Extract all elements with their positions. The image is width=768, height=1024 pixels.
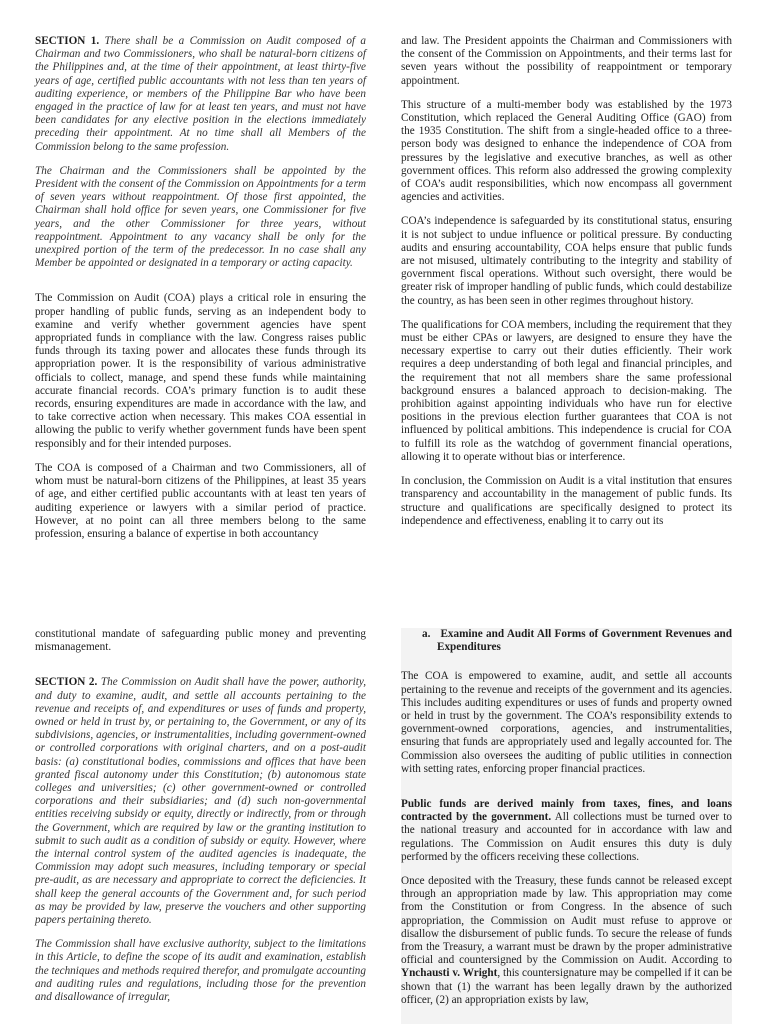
bold-lead-sentence: Public funds are derived mainly from taxes, fines, and loans contracted by the government.	[401, 798, 732, 824]
body-paragraph: The Commission on Audit (COA) plays a critical role in ensuring the proper handling of public funds, serving as an independent body to examine and verify whether government agencies have spent appropriated funds in compliance with the law. Congress raises public funds through its taxing power and allocates these funds through its appropriation power. It is the responsibility of various administrative officials to collect, manage, and spend these funds while maintaining accurate financial records. COA’s primary function is to audit these records, ensuring expenditures are made in accordance with the law, and to take corrective action when necessary. This makes COA essential in allowing the public to verify whether government funds have been spent responsibly and for their intended purposes.	[35, 292, 366, 450]
section-1-paragraph-2: The Chairman and the Commissioners shall be appointed by the President with the consent of the Commission on Appointments for a term of seven years without reappointment. Of those first appointed, the Chairman shall hold office for seven years, one Commissioner for five years, and the other Commissioner for three years, without reappointment. Appointment to any vacancy shall be only for the unexpired portion of the term of the predecessor. In no case shall any Member be appointed or designated in a temporary or acting capacity.	[35, 164, 366, 270]
section-2-paragraph	[35, 676, 366, 927]
body-paragraph: The COA is empowered to examine, audit, and settle all accounts pertaining to the revenue and receipts of the government and its agencies. This includes auditing expenditures or uses of funds and property owned or held in trust by the government. The COA’s responsibility extends to government-owned corporations, agencies, and instrumentalities, ensuring that funds are appropriately used and legally accounted for. The Commission also oversees the auditing of public utilities in connection with setting rates, enforcing proper financial practices.	[401, 670, 732, 775]
column-2	[401, 35, 732, 539]
section-2-paragraph-2: The Commission shall have exclusive authority, subject to the limitations in this Article, to define the scope of its audit and examination, establish the techniques and methods required therefor, and promulgate accounting and auditing rules and regulations, including those for the prevention and disallowance of irregular,	[35, 938, 366, 1004]
body-paragraph: This structure of a multi-member body was established by the 1973 Constitution, which replaced the General Auditing Office (GAO) from the 1935 Constitution. The shift from a single-headed office to a three-person body was designed to enhance the independence of COA from pressures by the legislative and executive branches, as well as other government offices. This reform also addressed the growing complexity of COA’s audit responsibilities, which now encompass all government agencies and activities.	[401, 98, 732, 204]
column-1	[35, 35, 366, 552]
body-paragraph: The qualifications for COA members, including the requirement that they must be either CPAs or lawyers, are designed to ensure they have the necessary expertise to carry out their duties efficiently. Their work requires a deep understanding of both legal and financial principles, and the requirement that not all members share the same professional background ensures a balanced approach to decision-making. The prohibition against appointing individuals who have run for elective positions in the previous election further guarantees that COA is not influenced by political ambitions. This independence is crucial for COA to fulfill its role as the watchdog of government financial operations, allowing it to operate without bias or interference.	[401, 318, 732, 463]
body-paragraph: and law. The President appoints the Chairman and Commissioners with the consent of the Commission on Appointments, and their terms last for seven years without the possibility of reappointment or temporary appointment.	[401, 35, 732, 87]
heading-text: Examine and Audit All Forms of Government Revenues and Expenditures	[437, 628, 732, 654]
section-2-text: The Commission on Audit shall have the power, authority, and duty to examine, audit, and settle all accounts pertaining to the revenue and receipts of, and expenditures or uses of funds and property, owned or held in trust by, or pertaining to, the Government, or any of its subdivisions, agencies, or instrumentalities, including government-owned or controlled corporations with original charters, and on a post-audit basis: (a) constitutional bodies, commissions and offices that have been granted fiscal autonomy under this Constitution; (b) autonomous state colleges and universities; (c) other government-owned or controlled corporations and their subsidiaries; and (d) such non-governmental entities receiving subsidy or equity, directly or indirectly, from or through the Government, which are required by law or the granting institution to submit to such audit as a condition of subsidy or equity. However, where the internal control system of the audited agencies is inadequate, the Commission may adopt such measures, including temporary or special pre-audit, as are necessary and appropriate to correct the deficiencies. It shall keep the general accounts of the Government and, for such period as may be provided by law, preserve the vouchers and other supporting papers pertaining thereto.	[35, 676, 366, 927]
paragraph-rest: All collections must be turned over to the national treasury and accounted for in accordance with law and regulations. The Commission on Audit ensures this duty is duly performed by the officers receiving these collections.	[401, 811, 733, 863]
body-paragraph: In conclusion, the Commission on Audit is a vital institution that ensures transparency and accountability in the management of public funds. Its structure and qualifications are specifically designed to protect its independence and effectiveness, enabling it to carry out its	[401, 475, 732, 527]
body-paragraph: The COA is composed of a Chairman and two Commissioners, all of whom must be natural-born citizens of the Philippines, at least 35 years of age, and either certified public accountants with at least ten years of auditing experience or lawyers with a similar period of practice. However, at no point can all three members belong to the same profession, ensuring a balance of expertise in both accountancy	[35, 461, 366, 540]
subsection-heading	[422, 628, 732, 654]
case-citation: Ynchausti v. Wright	[401, 967, 498, 980]
body-paragraph: COA’s independence is safeguarded by its constitutional status, ensuring it is not subject to undue influence or political pressure. By conducting audits and ensuring accountability, COA helps ensure that public funds are not misused, ultimately contributing to the integrity and stability of government fiscal operations. Without such oversight, there would be greater risk of improper handling of public funds, which could destabilize the country, as has been seen in other regimes throughout history.	[401, 215, 732, 307]
body-paragraph	[401, 798, 732, 864]
heading-marker: a.	[422, 628, 431, 640]
body-paragraph: constitutional mandate of safeguarding public money and preventing mismanagement.	[35, 628, 366, 654]
body-paragraph	[401, 875, 732, 1007]
paragraph-part-a: Once deposited with the Treasury, these funds cannot be released except through an appropriation made by law. This appropriation may come from the Constitution or from Congress. In the absence of such appropriation, the Commission on Audit must refuse to approve or disallow the disbursement of public funds. To secure the release of funds from the Treasury, a warrant must be drawn by the proper administrative official and countersigned by the Commission on Audit. According to	[401, 875, 732, 967]
column-3	[35, 628, 366, 1015]
section-1-text: There shall be a Commission on Audit composed of a Chairman and two Commissioners, who shall be natural-born citizens of the Philippines and, at the time of their appointment, at least thirty-five years of age, certified public accountants with not less than ten years of auditing experience, or members of the Philippine Bar who have been engaged in the practice of law for at least ten years, and must not have been candidates for any elective position in the elections immediately preceding their appointment. At no time shall all Members of the Commission belong to the same profession.	[35, 35, 366, 153]
section-1-paragraph	[35, 35, 366, 154]
paragraph-part-b: , this countersignature may be compelled if it can be shown that (1) the warrant has been legally drawn by the authorized officer, (2) an appropriation exists by law,	[401, 967, 732, 1006]
section-1-label: SECTION 1.	[35, 35, 100, 47]
section-2-label: SECTION 2.	[35, 676, 98, 689]
column-4	[401, 628, 732, 1024]
